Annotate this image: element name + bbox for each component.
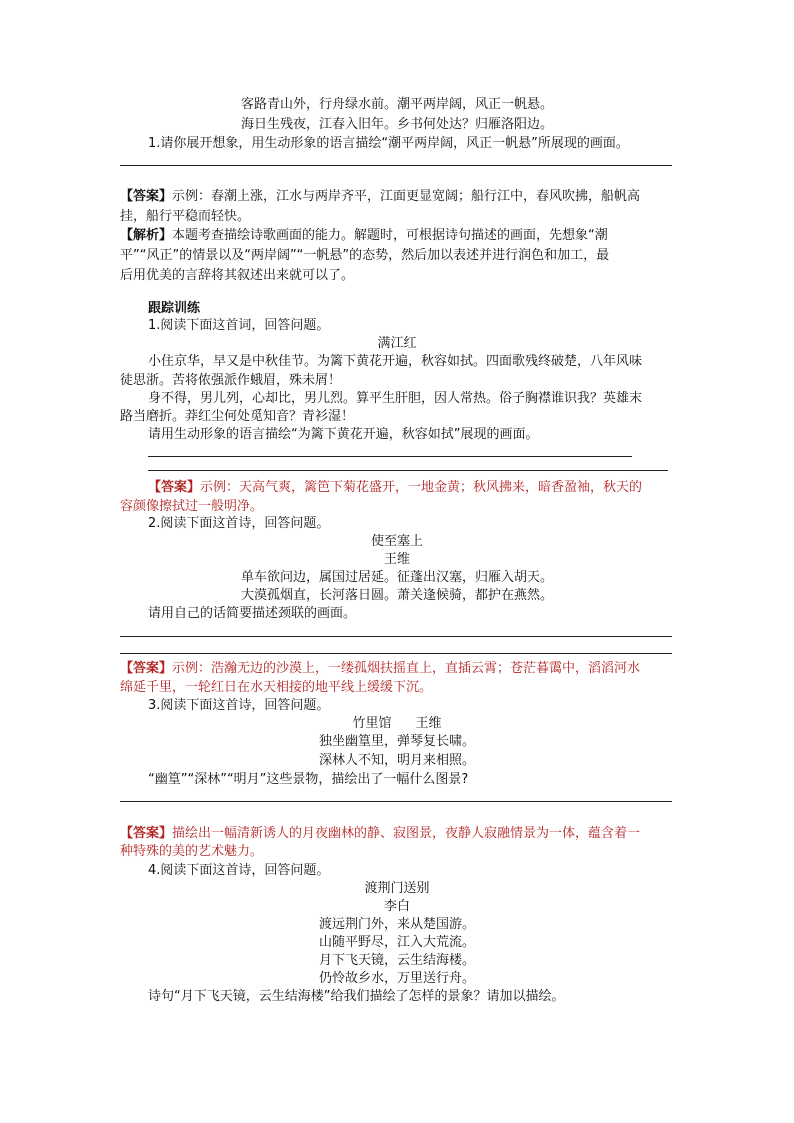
answer-rule (148, 470, 668, 471)
answer-rule (120, 636, 672, 637)
q1-question: 请用生动形象的语言描绘“为篱下黄花开遍，秋容如拭”展现的画面。 (148, 427, 539, 442)
example-analysis-text: 本题考查描绘诗歌画面的能力。解题时，可根据诗句描述的画面，先想象“潮 (172, 228, 608, 243)
q1-answer-text: 示例：天高气爽，篱笆下菊花盛开，一地金黄；秋风拂来，暗香盈袖，秋天的 (200, 480, 643, 495)
q1-title: 满江红 (377, 336, 417, 351)
analysis-label: 【解析】 (120, 228, 173, 243)
q1-answer-line-1 (148, 478, 642, 498)
q2-poem-line-1: 单车欲问边，属国过居延。征蓬出汉塞，归雁入胡天。 (240, 570, 553, 585)
q3-answer-line-2: 种特殊的美的艺术魅力。 (120, 844, 264, 859)
intro-poem-line-1: 客路青山外，行舟绿水前。潮平两岸阔，风正一帆悬。 (240, 97, 553, 112)
answer-label: 【答案】 (120, 661, 173, 676)
answer-rule (148, 456, 632, 457)
q4-poem-line-2: 山随平野尽，江入大荒流。 (318, 935, 475, 950)
answer-label: 【答案】 (148, 480, 201, 495)
answer-rule (120, 653, 672, 654)
q1-prompt: 1.阅读下面这首词，回答问题。 (148, 318, 330, 333)
answer-rule (120, 165, 672, 166)
q2-title: 使至塞上 (370, 534, 423, 549)
section-title: 跟踪训练 (148, 301, 201, 316)
q4-poem-line-1: 渡远荆门外，来从楚国游。 (318, 917, 475, 932)
q4-poem-line-3: 月下飞天镜，云生结海楼。 (318, 953, 475, 968)
example-answer-line-1 (120, 187, 640, 207)
example-answer-text: 示例：春潮上涨，江水与两岸齐平，江面更显宽阔；船行江中，春风吹拂，船帆高 (172, 189, 641, 204)
q4-question: 诗句“月下飞天镜，云生结海楼”给我们描绘了怎样的景象？请加以描绘。 (148, 989, 565, 1004)
answer-rule (120, 801, 672, 802)
q3-prompt: 3.阅读下面这首诗，回答问题。 (148, 698, 330, 713)
answer-label: 【答案】 (120, 189, 173, 204)
q2-answer-line-2: 绵延千里，一轮红日在水天相接的地平线上缓缓下沉。 (120, 680, 433, 695)
q2-poem-line-2: 大漠孤烟直，长河落日圆。萧关逢候骑，都护在燕然。 (240, 588, 553, 603)
q2-answer-text: 示例：浩瀚无边的沙漠上，一缕孤烟扶摇直上，直插云霄；苍茫暮霭中，滔滔河水 (172, 661, 641, 676)
q2-question: 请用自己的话简要描述颈联的画面。 (148, 606, 357, 621)
example-analysis-line-3: 后用优美的言辞将其叙述出来就可以了。 (120, 268, 355, 283)
q3-answer-text: 描绘出一幅清新诱人的月夜幽林的静、寂图景，夜静人寂融情景为一体，蕴含着一 (172, 826, 641, 841)
q3-poem-line-1: 独坐幽篁里，弹琴复长啸。 (318, 734, 475, 749)
q1-poem-line-3: 身不得，男儿列，心却比，男儿烈。算平生肝胆，因人常热。俗子胸襟谁识我？英雄末 (148, 391, 643, 406)
q2-prompt: 2.阅读下面这首诗，回答问题。 (148, 516, 330, 531)
q1-answer-line-2: 容颜像擦拭过一般明净。 (120, 499, 264, 514)
q3-answer-line-1 (120, 824, 640, 844)
q3-title-author (0, 714, 794, 734)
q1-poem-line-2: 徒思浙。苦将侬强派作蛾眉，殊未屑！ (120, 373, 342, 388)
intro-poem-line-2: 海日生残夜，江春入旧年。乡书何处达？归雁洛阳边。 (240, 117, 553, 132)
q3-question: “幽篁”“深林”“明月”这些景物，描绘出了一幅什么图景? (148, 772, 469, 787)
q1-poem-line-1: 小住京华，早又是中秋佳节。为篱下黄花开遍，秋容如拭。四面歌残终破楚，八年风味 (148, 354, 643, 369)
q2-author: 王维 (383, 552, 410, 567)
q3-title: 竹里馆 (352, 716, 392, 731)
q4-poem-line-4: 仍怜故乡水，万里送行舟。 (318, 971, 475, 986)
q3-author: 王维 (415, 716, 442, 731)
q2-answer-line-1 (120, 659, 640, 679)
example-answer-line-2: 挂，船行平稳而轻快。 (120, 209, 251, 224)
example-analysis-line-1 (120, 226, 608, 246)
example-question: 1.请你展开想象，用生动形象的语言描绘“潮平两岸阔，风正一帆悬”所展现的画面。 (148, 136, 629, 151)
q3-poem-line-2: 深林人不知，明月来相照。 (318, 753, 475, 768)
example-analysis-line-2: 平”“风正”的情景以及“两岸阔”“一帆悬”的态势，然后加以表述并进行润色和加工，最 (120, 248, 610, 263)
q1-poem-line-4: 路当磨折。莽红尘何处觅知音？青衫湿！ (120, 409, 355, 424)
q4-author: 李白 (383, 899, 410, 914)
answer-label: 【答案】 (120, 826, 173, 841)
q4-title: 渡荆门送别 (364, 881, 430, 896)
q4-prompt: 4.阅读下面这首诗，回答问题。 (148, 863, 330, 878)
